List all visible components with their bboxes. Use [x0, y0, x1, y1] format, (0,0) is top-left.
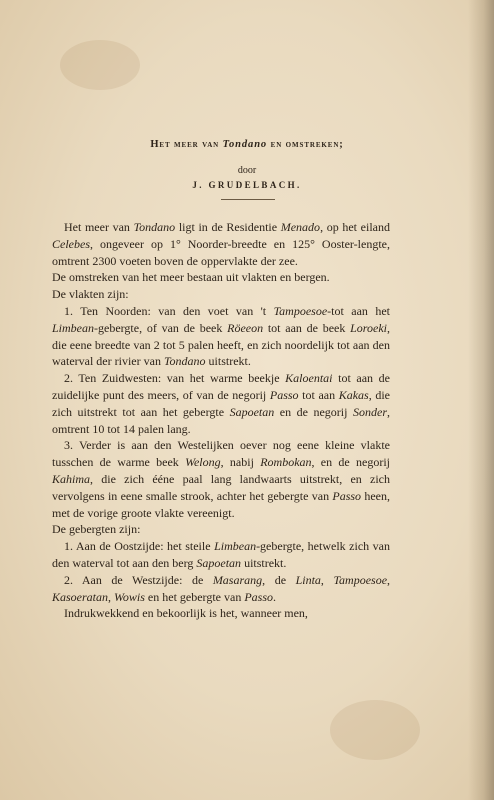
paragraph-2: De omstreken van het meer bestaan uit vlakten en bergen. [52, 270, 330, 285]
paragraph-1: Het meer van Tondano ligt in de Residentie Menado, op het eiland Celebes, ongeveer op 1° Noorder-breedte en 125° Ooster-lengte, omtrent 2300 voeten boven de oppervlakte der zee. [52, 220, 390, 268]
paper-stain [330, 700, 420, 760]
author-name: J. GRUDELBACH. [192, 180, 302, 190]
paragraph-10: Indrukwekkend en bekoorlijk is het, wanneer men, [64, 606, 308, 621]
article-body [52, 219, 390, 622]
paragraph-5: 2. Ten Zuidwesten: van het warme beekje Kaloentai tot aan de zuidelijke punt des meers, of van de negorij Passo tot aan Kakas, die zich uitstrekt tot aan het gebergte Sapoetan en de negorij Sonder, omtrent 10 tot 14 palen lang. [52, 371, 390, 436]
title-divider [221, 199, 275, 200]
byline-door: door [237, 165, 257, 176]
paragraph-4: 1. Ten Noorden: van den voet van 't Tampoesoe-tot aan het Limbean-gebergte, of van de beek Röeeon tot aan de beek Loroeki, die eene breedte van 2 tot 5 palen heeft, en zich noordelijk tot aan den waterval der rivier van Tondano uitstrekt. [52, 303, 390, 369]
paragraph-7: De gebergten zijn: [52, 522, 141, 537]
paragraph-9: 2. Aan de Westzijde: de Masarang, de Linta, Tampoesoe, Kasoeratan, Wowis en het gebergte van Passo. [52, 572, 391, 604]
paragraph-8: 1. Aan de Oostzijde: het steile Limbean-gebergte, hetwelk zich van den waterval tot aan den berg Sapoetan uitstrekt. [52, 539, 390, 570]
article-title: Het meer van Tondano en omstreken; [150, 139, 344, 150]
paper-stain [60, 40, 140, 90]
paragraph-3: De vlakten zijn: [52, 287, 129, 302]
page-gutter-shadow [468, 0, 494, 800]
paragraph-6: 3. Verder is aan den Westelijken oever nog eene kleine vlakte tusschen de warme beek Welong, nabij Rombokan, en de negorij Kahima, die zich ééne paal lang landwaarts uitstrekt, en zich vervolgens in eene smalle strook, achter het gebergte van Passo heen, met de vorige groote vlakte vereenigt. [52, 438, 391, 520]
